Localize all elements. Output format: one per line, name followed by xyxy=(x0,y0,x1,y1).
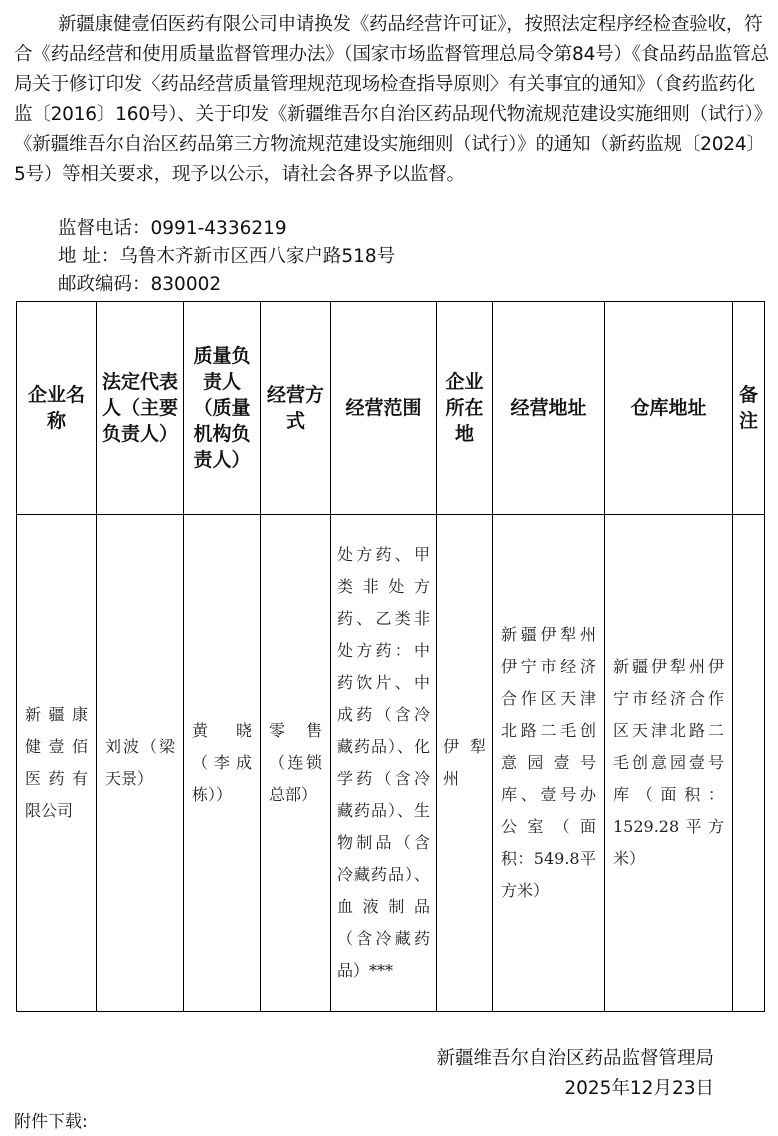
issuing-agency: 新疆维吾尔自治区药品监督管理局 xyxy=(436,1048,714,1069)
address-label: 地 址： xyxy=(58,246,120,267)
postcode-value: 830002 xyxy=(150,274,222,295)
postcode-line xyxy=(58,270,221,300)
header-business-mode: 经营方式 xyxy=(261,302,331,515)
cell-warehouse-address: 新疆伊犁州伊宁市经济合作区天津北路二毛创意园壹号库（面积：1529.28平方米） xyxy=(605,515,733,1012)
address-line xyxy=(58,242,395,272)
phone-label: 监督电话： xyxy=(58,218,151,239)
cell-location: 伊犁州 xyxy=(437,515,493,1012)
phone-number: 0991-4336219 xyxy=(150,218,287,239)
notice-intro: 新疆康健壹佰医药有限公司申请换发《药品经营许可证》，按照法定程序经检查验收，符合《药品经营和使用质量监督管理办法》（国家市场监督管理总局令第84号）《食品药品监管总局关于修订印发〈药品经营质量管理规范现场检查指导原则〉有关事宜的通知》（食药监药化监〔2016〕160号）、关于印发《新疆维吾尔自治区药品现代物流规范建设实施细则（试行）》《新疆维吾尔自治区药品第三方物流规范建设实施细则（试行）》的通知（新药监规〔2024〕5号）等相关要求，现予以公示，请社会各界予以监督。 xyxy=(14,14,772,185)
cell-legal-rep: 刘波（梁天景） xyxy=(97,515,184,1012)
header-company-name: 企业名称 xyxy=(17,302,97,515)
attachment-download-label: 附件下载: xyxy=(14,1112,88,1132)
table-row xyxy=(17,515,765,1012)
header-location: 企业所在地 xyxy=(437,302,493,515)
issue-date: 2025年12月23日 xyxy=(564,1078,714,1099)
header-warehouse-address: 仓库地址 xyxy=(605,302,733,515)
address-value: 乌鲁木齐新市区西八家户路518号 xyxy=(119,246,396,267)
postcode-label: 邮政编码： xyxy=(58,274,151,295)
cell-business-mode: 零售（连锁总部） xyxy=(261,515,331,1012)
header-business-scope: 经营范围 xyxy=(331,302,437,515)
header-business-address: 经营地址 xyxy=(493,302,605,515)
header-quality-head: 质量负责人（质量机构负责人） xyxy=(184,302,261,515)
cell-scope: 处方药、甲类非处方药、乙类非处方药：中药饮片、中成药（含冷藏药品）、化学药（含冷藏药品）、生物制品（含冷藏药品）、血液制品（含冷藏药品）*** xyxy=(331,515,437,1012)
header-remarks: 备注 xyxy=(733,302,765,515)
cell-quality-head: 黄晓（李成栋）） xyxy=(184,515,261,1012)
cell-company: 新疆康健壹佰医药有限公司 xyxy=(17,515,97,1012)
cell-remarks xyxy=(733,515,765,1012)
permit-table xyxy=(16,301,765,1012)
cell-business-address: 新疆伊犁州伊宁市经济合作区天津北路二毛创意园壹号库、壹号办公室（面积：549.8平方米） xyxy=(493,515,605,1012)
table-header-row xyxy=(17,302,765,515)
phone-line xyxy=(58,214,287,244)
header-legal-representative: 法定代表人（主要负责人） xyxy=(97,302,184,515)
